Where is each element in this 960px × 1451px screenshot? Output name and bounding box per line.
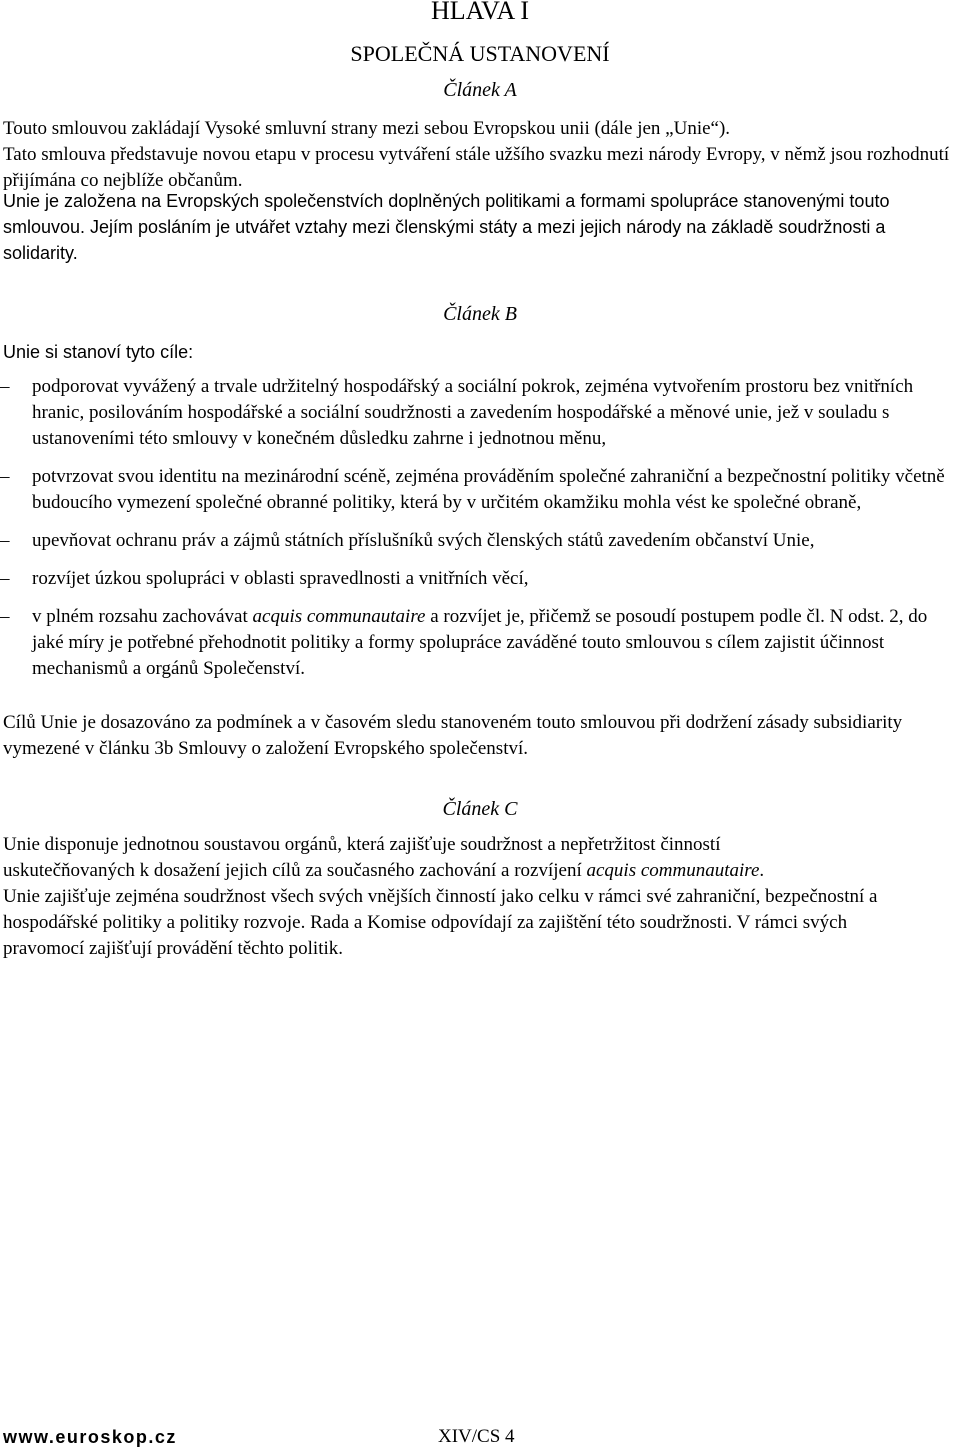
list-item	[0, 374, 958, 452]
goal-text: potvrzovat svou identitu na mezinárodní scéně, zejména prováděním společné zahraniční a bezpečnostní politiky včetně budoucího vymezení společné obranné politiky, která by v určitém okamžiku mohla vést ke společné obraně,	[32, 466, 945, 513]
goal-text-pre: v plném rozsahu zachovávat	[32, 606, 253, 627]
list-item	[0, 464, 958, 516]
article-a-heading: Článek A	[443, 79, 517, 101]
list-item	[0, 566, 958, 592]
goal-text: podporovat vyvážený a trvale udržitelný hospodářský a sociální pokrok, zejména vytvořením prostoru bez vnitřních hranic, posilováním hospodářské a sociální soudržnosti a zavedením hospodářské a měnové unie, jež v souladu s ustanoveními této smlouvy v konečném důsledku zahrne i jednotnou měnu,	[32, 376, 914, 449]
article-b-closing: Cílů Unie je dosazováno za podmínek a v časovém sledu stanoveném touto smlouvou při dodržení zásady subsidiarity vymezené v článku 3b Smlouvy o založení Evropského společenství.	[3, 712, 903, 759]
list-item	[0, 528, 958, 554]
acquis-term: acquis communautaire	[586, 860, 760, 881]
page-number: XIV/CS 4	[438, 1426, 515, 1447]
dash-bullet: –	[0, 466, 10, 487]
article-c-para-1-end: .	[759, 860, 765, 881]
goal-text-post: a rozvíjet je, přičemž se posoudí postupem podle čl. N odst. 2, do jaké míry je potřebné přehodnotit politiky a formy spolupráce zaváděné touto smlouvou s cílem zajistit účinnost mechanismů a orgánů Společenství.	[32, 606, 928, 679]
section-title: SPOLEČNÁ USTANOVENÍ	[350, 41, 610, 66]
article-a-para-2: Tato smlouva představuje novou etapu v procesu vytváření stále užšího svazku mezi národy Evropy, v němž jsou rozhodnutí přijímána co nejblíže občanům.	[3, 144, 950, 191]
acquis-term: acquis communautaire	[252, 606, 426, 627]
article-a-para-1: Touto smlouvou zakládají Vysoké smluvní strany mezi sebou Evropskou unii (dále jen „Unie“).	[3, 118, 731, 139]
goals-list	[0, 374, 958, 694]
article-b-heading: Článek B	[443, 303, 517, 325]
article-a-para-3: Unie je založena na Evropských společenstvích doplněných politikami a formami spolupráce stanovenými touto smlouvou. Jejím posláním je utvářet vztahy mezi členskými státy a mezi jejich národy na základě soudržnosti a solidarity.	[3, 191, 890, 263]
goal-text: rozvíjet úzkou spolupráci v oblasti spravedlnosti a vnitřních věcí,	[32, 568, 529, 589]
article-b-intro: Unie si stanoví tyto cíle:	[3, 342, 194, 362]
dash-bullet: –	[0, 606, 10, 627]
article-c-para-1-text: Unie disponuje jednotnou soustavou orgánů, která zajišťuje soudržnost a nepřetržitost činností uskutečňovaných k dosažení jejich cílů za současného zachování a rozvíjení	[3, 834, 721, 881]
footer-website-link[interactable]: www.euroskop.cz	[3, 1427, 177, 1447]
article-c-heading: Článek C	[442, 798, 518, 820]
article-c-para-1	[3, 832, 853, 884]
dash-bullet: –	[0, 376, 10, 397]
chapter-title: HLAVA I	[430, 0, 529, 25]
dash-bullet: –	[0, 568, 10, 589]
goal-text: upevňovat ochranu práv a zájmů státních příslušníků svých členských států zavedením občanství Unie,	[32, 530, 815, 551]
article-c-para-2: Unie zajišťuje zejména soudržnost všech svých vnějších činností jako celku v rámci své zahraniční, bezpečnostní a hospodářské politiky a politiky rozvoje. Rada a Komise odpovídají za zajištění této soudržnosti. V rámci svých pravomocí zajišťují provádění těchto politik.	[3, 886, 878, 959]
list-item	[0, 604, 958, 682]
dash-bullet: –	[0, 530, 10, 551]
